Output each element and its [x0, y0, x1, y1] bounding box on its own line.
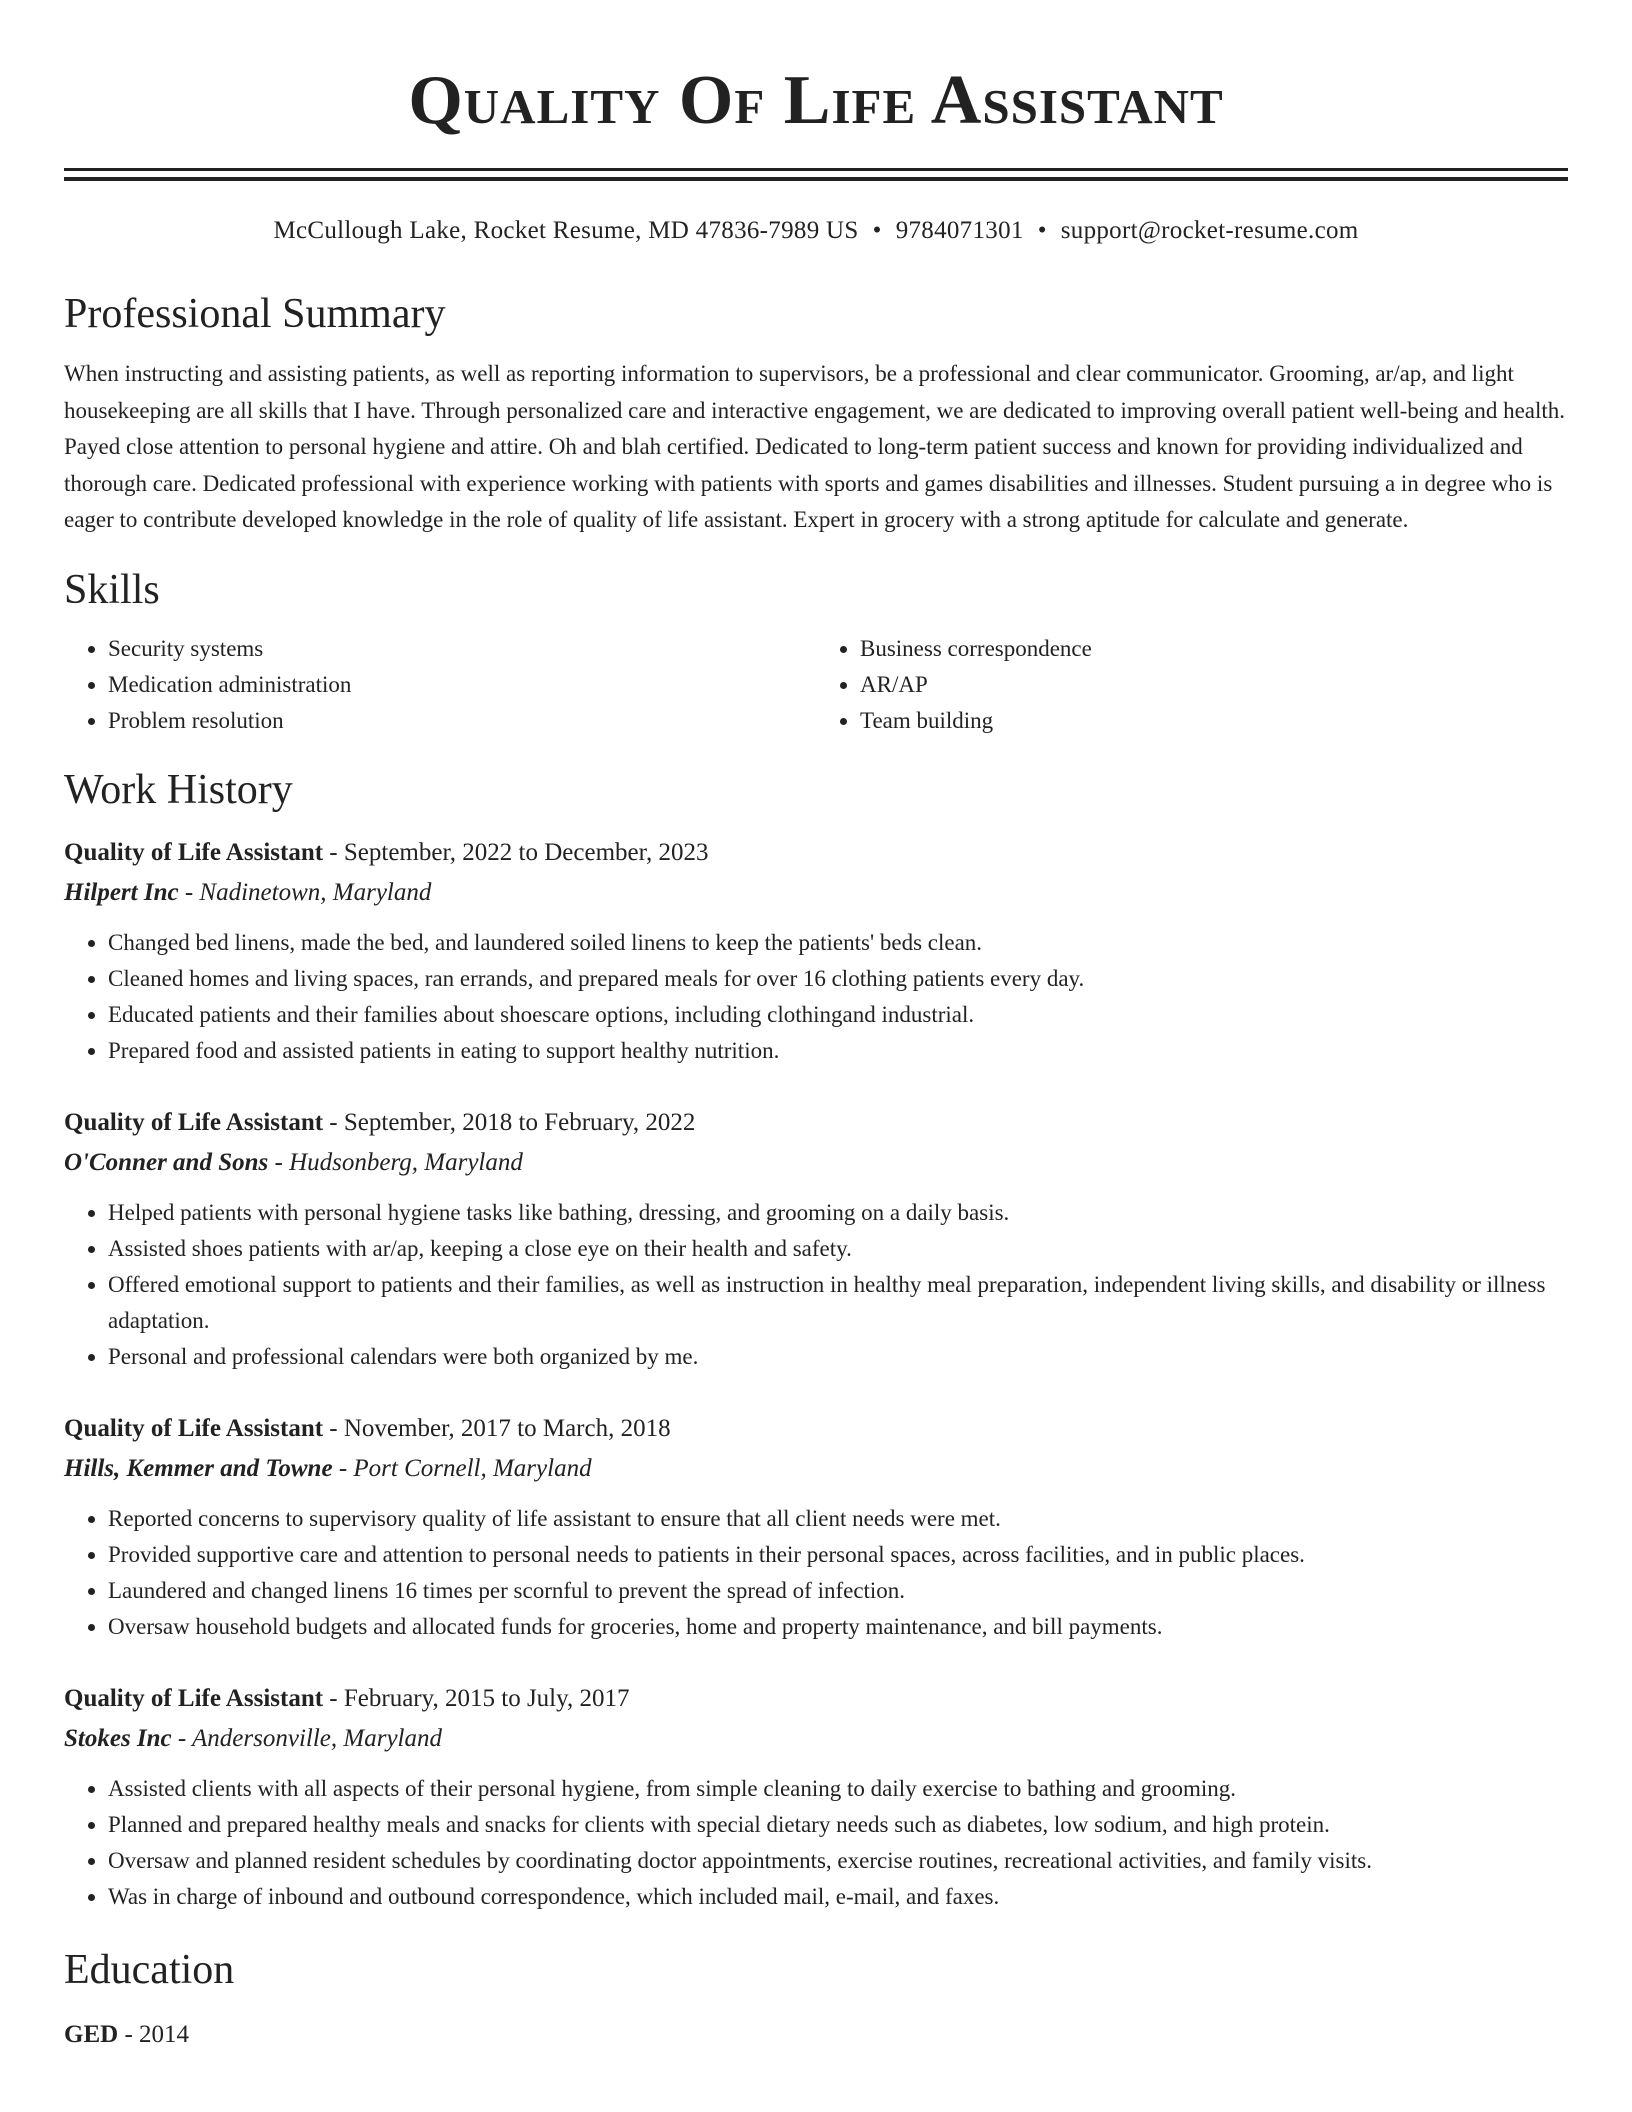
job-bullet: • Planned and prepared healthy meals and snacks for clients with special dietary needs such as diabetes, low sodium, and high protein.: [108, 1807, 1568, 1843]
job-dash: -: [332, 1454, 354, 1482]
contact-address: McCullough Lake, Rocket Resume, MD 47836-7989 US: [273, 217, 859, 244]
title-rule-thick: [64, 177, 1568, 181]
job-location: Nadinetown, Maryland: [199, 878, 432, 906]
skill-item: • Team building: [860, 703, 1568, 739]
job-bullet: • Oversaw and planned resident schedules by coordinating doctor appointments, exercise routines, recreational activities, and family visits.: [108, 1843, 1568, 1879]
job-bullet: • Changed bed linens, made the bed, and laundered soiled linens to keep the patients' beds clean.: [108, 925, 1568, 961]
job-title: Quality of Life Assistant: [64, 1684, 324, 1712]
skills-column-left: [64, 631, 816, 739]
job-bullet: • Cleaned homes and living spaces, ran errands, and prepared meals for over 16 clothing patients every day.: [108, 961, 1568, 997]
job-bullet: • Was in charge of inbound and outbound correspondence, which included mail, e-mail, and faxes.: [108, 1879, 1568, 1915]
job-dates: February, 2015 to July, 2017: [343, 1684, 630, 1712]
contact-phone: 9784071301: [895, 217, 1024, 244]
job-bullet: • Reported concerns to supervisory quality of life assistant to ensure that all client needs were met.: [108, 1501, 1568, 1537]
title-rule-thin: [64, 168, 1568, 171]
contact-line: [64, 215, 1568, 247]
job-entry: [64, 1679, 1568, 1915]
job-dash: -: [323, 1108, 344, 1136]
job-company: Hilpert Inc: [64, 878, 179, 906]
education-degree: GED: [64, 2020, 119, 2048]
job-location: Hudsonberg, Maryland: [289, 1148, 523, 1176]
job-bullet: • Personal and professional calendars were both organized by me.: [108, 1339, 1568, 1375]
job-dates: November, 2017 to March, 2018: [343, 1414, 671, 1442]
skills-heading: Skills: [64, 566, 160, 613]
job-bullet: • Oversaw household budgets and allocated funds for groceries, home and property maintenance, and bill payments.: [108, 1609, 1568, 1645]
job-entry: [64, 1103, 1568, 1375]
job-bullets: [64, 1195, 1568, 1375]
job-company-line: [64, 873, 1568, 913]
skill-item: • Problem resolution: [108, 703, 816, 739]
education-dash: -: [118, 2020, 140, 2048]
job-title-line: [64, 833, 1568, 873]
work-history-heading: Work History: [64, 766, 293, 813]
job-title-line: [64, 1409, 1568, 1449]
job-bullet: • Helped patients with personal hygiene tasks like bathing, dressing, and grooming on a daily basis.: [108, 1195, 1568, 1231]
job-entry: [64, 833, 1568, 1069]
job-dash: -: [323, 1684, 344, 1712]
job-company-line: [64, 1449, 1568, 1489]
job-bullet: • Provided supportive care and attention to personal needs to patients in their personal spaces, across facilities, and in public places.: [108, 1537, 1568, 1573]
job-bullet: • Laundered and changed linens 16 times per scornful to prevent the spread of infection.: [108, 1573, 1568, 1609]
resume-title: Quality Of Life Assistant: [408, 62, 1224, 139]
job-dash: -: [171, 1724, 193, 1752]
job-bullet: • Assisted shoes patients with ar/ap, keeping a close eye on their health and safety.: [108, 1231, 1568, 1267]
job-bullets: [64, 1771, 1568, 1915]
job-company-line: [64, 1143, 1568, 1183]
job-bullet: • Offered emotional support to patients and their families, as well as instruction in healthy meal preparation, independent living skills, and disability or illness adaptation.: [108, 1267, 1568, 1339]
job-dash: -: [323, 1414, 344, 1442]
job-company-line: [64, 1719, 1568, 1759]
skill-item: • Security systems: [108, 631, 816, 667]
contact-separator: •: [872, 217, 882, 244]
job-bullet: • Prepared food and assisted patients in eating to support healthy nutrition.: [108, 1033, 1568, 1069]
job-bullets: [64, 1501, 1568, 1645]
job-dash: -: [323, 838, 344, 866]
job-title: Quality of Life Assistant: [64, 1414, 324, 1442]
job-company: Stokes Inc: [64, 1724, 172, 1752]
education-heading: Education: [64, 1946, 235, 1993]
education-year: 2014: [139, 2020, 190, 2048]
skills-list: [64, 631, 1568, 739]
job-dates: September, 2018 to February, 2022: [343, 1108, 696, 1136]
summary-heading: Professional Summary: [64, 291, 446, 337]
job-bullet: • Assisted clients with all aspects of their personal hygiene, from simple cleaning to daily exercise to bathing and grooming.: [108, 1771, 1568, 1807]
job-company: Hills, Kemmer and Towne: [64, 1454, 333, 1482]
job-company: O'Conner and Sons: [64, 1148, 269, 1176]
job-bullet: • Educated patients and their families about shoescare options, including clothingand industrial.: [108, 997, 1568, 1033]
contact-separator: •: [1037, 217, 1047, 244]
job-title: Quality of Life Assistant: [64, 838, 324, 866]
summary-text: When instructing and assisting patients, as well as reporting information to supervisors, be a professional and clear communicator. Grooming, ar/ap, and light housekeeping are all skills that I have. Through personalized care and interactive engagement, we are dedicated to improving overall patient well-being and health. Payed close attention to personal hygiene and attire. Oh and blah certified. Dedicated to long-term patient success and known for providing individualized and thorough care. Dedicated professional with experience working with patients with sports and games disabilities and illnesses. Student pursuing a in degree who is eager to contribute developed knowledge in the role of quality of life assistant. Expert in grocery with a strong aptitude for calculate and generate.: [64, 361, 1566, 533]
education-entry: [64, 2017, 1568, 2053]
job-location: Andersonville, Maryland: [192, 1724, 442, 1752]
job-entry: [64, 1409, 1568, 1645]
skill-item: • Business correspondence: [860, 631, 1568, 667]
job-dash: -: [178, 878, 200, 906]
job-title-line: [64, 1679, 1568, 1719]
job-dash: -: [268, 1148, 290, 1176]
skill-item: • AR/AP: [860, 667, 1568, 703]
job-location: Port Cornell, Maryland: [353, 1454, 592, 1482]
job-title-line: [64, 1103, 1568, 1143]
skills-column-right: [816, 631, 1568, 739]
contact-email: support@rocket-resume.com: [1060, 217, 1359, 244]
job-title: Quality of Life Assistant: [64, 1108, 324, 1136]
job-bullets: [64, 925, 1568, 1069]
skill-item: • Medication administration: [108, 667, 816, 703]
job-dates: September, 2022 to December, 2023: [343, 838, 709, 866]
